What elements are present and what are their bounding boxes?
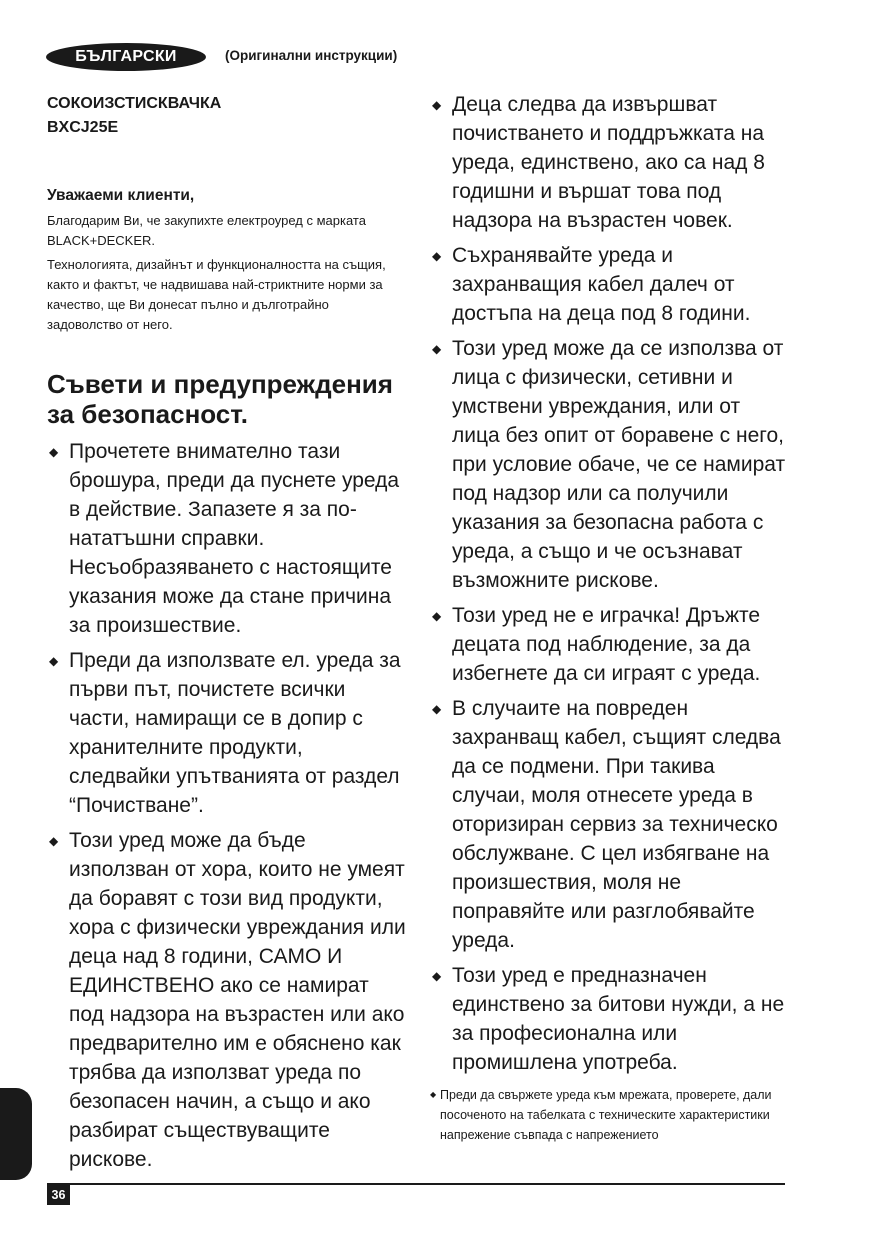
diamond-bullet-icon: ◆: [49, 834, 59, 848]
diamond-bullet-icon: ◆: [432, 249, 442, 263]
list-item: [47, 437, 407, 640]
list-item: [47, 646, 407, 820]
list-item-text: Преди да използвате ел. уреда за първи път, почистете всички части, намиращи се в допир с хранителните продукти, следвайки упътванията от раздел “Почистване”.: [69, 649, 401, 817]
list-item-text: Деца следва да извършват почистването и поддръжката на уреда, единствено, ако са над 8 годишни и вършат това под надзора на възрастен човек.: [452, 93, 765, 232]
list-item-text: В случаите на повреден захранващ кабел, същият следва да се подмени. При такива случаи, моля отнесете уреда в оторизиран сервиз за техническо обслужване. С цел избягване на произшествия, моля не поправяйте или разглобявайте уреда.: [452, 697, 781, 952]
section-title: Съвети и предупреждения за безопасност.: [47, 369, 393, 429]
list-item: [430, 241, 790, 328]
diamond-bullet-icon: ◆: [432, 98, 442, 112]
footer-divider: [47, 1183, 785, 1185]
safety-list-left: [47, 437, 407, 1174]
list-item-text: Съхранявайте уреда и захранващия кабел далеч от достъпа на деца под 8 години.: [452, 244, 751, 325]
safety-list-small: [430, 1085, 790, 1145]
list-item-text: Този уред не е играчка! Дръжте децата под наблюдение, за да избегнете да си играят с уреда.: [452, 604, 761, 685]
diamond-bullet-icon: ◆: [432, 342, 442, 356]
diamond-bullet-icon: ◆: [49, 445, 59, 459]
list-item-text: Този уред може да се използва от лица с физически, сетивни и умствени увреждания, или от лица без опит от боравене с него, при условие обаче, че се намират под надзор или са получили указания за безопасна работа с уреда, а също и че осъзнават възможните рискове.: [452, 337, 786, 592]
original-instructions-note: (Оригинални инструкции): [225, 48, 398, 63]
side-thumb-tab: [0, 1088, 32, 1180]
left-column: [47, 92, 407, 1180]
list-item: [47, 826, 407, 1174]
diamond-bullet-icon: ◆: [430, 1090, 437, 1099]
list-item-text: Прочетете внимателно тази брошура, преди да пуснете уреда в действие. Запазете я за по-нататъшни справки. Несъобразяването с настоящите указания може да стане причина за произшествие.: [69, 440, 400, 637]
list-item: [430, 961, 790, 1077]
intro-text: [47, 211, 407, 335]
page-number: 36: [47, 1185, 70, 1205]
list-item: [430, 90, 790, 235]
product-type: СОКОИЗСТИСКВАЧКА: [47, 95, 222, 112]
list-item-text: Преди да свържете уреда към мрежата, проверете, дали посоченото на табелката с техническите характеристики напрежение съвпада с напрежението: [440, 1088, 772, 1142]
product-model: BXCJ25E: [47, 119, 119, 136]
list-item-text: Този уред е предназначен единствено за битови нужди, а не за професионална или промишлена употреба.: [452, 964, 785, 1074]
list-item: [430, 694, 790, 955]
intro-paragraph: Благодарим Ви, че закупихте електроуред с марката BLACK+DECKER.: [47, 213, 366, 248]
diamond-bullet-icon: ◆: [49, 654, 59, 668]
list-item: [430, 334, 790, 595]
diamond-bullet-icon: ◆: [432, 969, 442, 983]
greeting: Уважаеми клиенти,: [47, 187, 195, 204]
language-badge: БЪЛГАРСКИ: [46, 43, 206, 71]
intro-paragraph: Технологията, дизайнът и функционалността на същия, както и фактът, че надвишава най-стриктните норми за качество, ще Ви донесат пълно и дълготрайно задоволство от него.: [47, 257, 386, 332]
list-item-text: Този уред може да бъде използван от хора, които не умеят да боравят с този вид продукти, хора с физически увреждания или деца над 8 години, САМО И ЕДИНСТВЕНО ако се намират под надзора на възрастен или ако предварително им е обяснено как трябва да използват уреда по безопасен начин, а също и ако разбират съществуващите рискове.: [69, 829, 406, 1171]
list-item: [430, 601, 790, 688]
list-item: [430, 1085, 790, 1145]
safety-list-right: [430, 90, 790, 1077]
diamond-bullet-icon: ◆: [432, 609, 442, 623]
diamond-bullet-icon: ◆: [432, 702, 442, 716]
right-column: [430, 90, 790, 1145]
